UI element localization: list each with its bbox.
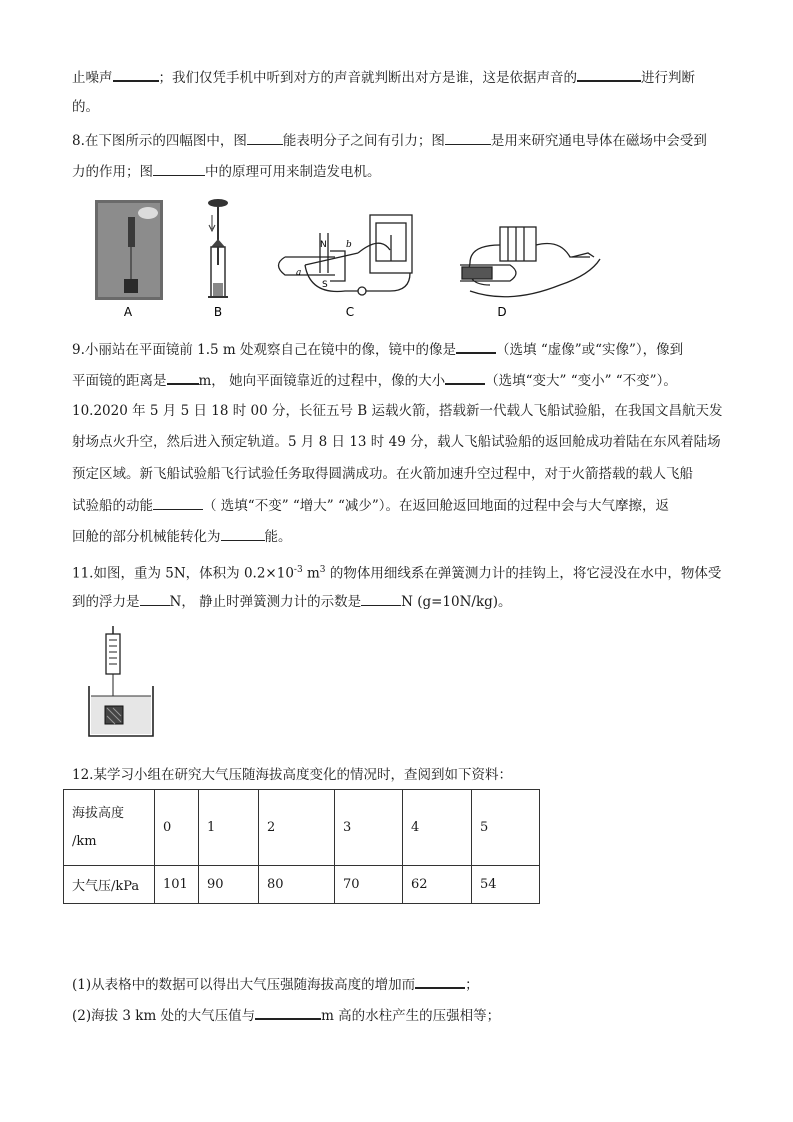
q12-sub1: (1)从表格中的数据可以得出大气压强随海拔高度的增加而 ；: [72, 973, 479, 995]
table-cell: 80: [259, 866, 335, 904]
q8-blank-2[interactable]: [445, 130, 491, 145]
q10-line4: 试验船的动能 （ 选填“不变” “增大” “减少”）。在返回舱返回地面的过程中会与大气摩擦，返: [72, 495, 669, 516]
q11-line1: 11.如图，重为 5N，体积为 $0.2\times 10^{-3}$ $m^3$ 的物体用细线系在弹簧测力计的挂钩上，将它浸没在水中，物体受: [72, 565, 722, 582]
figure-b-tube-icon: [208, 199, 228, 297]
figure-c-letter-a: a: [296, 268, 302, 278]
q7-line2: 的。: [72, 99, 99, 115]
figure-c-letter-b: b: [346, 240, 352, 250]
table-cell: 1: [199, 790, 259, 866]
water-beaker-icon: [89, 686, 153, 736]
table-cell: 2: [259, 790, 335, 866]
q8-figures: [90, 195, 608, 323]
table-header-altitude: 海拔高度 /km: [64, 790, 155, 866]
q8-blank-3[interactable]: [153, 161, 205, 176]
figure-d-battery-circuit-icon: [460, 227, 600, 297]
table-cell: 90: [199, 866, 259, 904]
q10-line1: 10.2020 年 5 月 5 日 18 时 00 分，长征五号 B 运载火箭，搭载新一代载人飞船试验船，在我国文昌航天发: [72, 403, 723, 419]
q10-blank-1[interactable]: [153, 495, 203, 510]
q8-line2: 力的作用；图 中的原理可用来制造发电机。: [72, 161, 381, 182]
table-cell: 70: [335, 866, 403, 904]
q10-line5: 回舱的部分机械能转化为 能。: [72, 526, 292, 547]
table-header-pressure: 大气压/kPa: [64, 866, 155, 904]
table-cell: 3: [335, 790, 403, 866]
q12-intro: 12.某学习小组在研究大气压随海拔高度变化的情况时，查阅到如下资料：: [72, 767, 512, 783]
spring-scale-icon: [106, 626, 120, 706]
q9-blank-3[interactable]: [445, 369, 485, 385]
figure-a-label: A: [123, 305, 133, 319]
table-cell: 0: [155, 790, 199, 866]
q9-line2: 平面镜的距离是 m， 她向平面镜靠近的过程中，像的大小 （选填“变大” “变小” “不变”）。: [72, 369, 677, 391]
q7-line1: 止噪声 ；我们仅凭手机中听到对方的声音就判断出对方是谁，这是依据声音的 进行判断: [72, 66, 695, 88]
q11-spring-scale-figure: [85, 624, 157, 746]
table-row: [64, 790, 540, 866]
figure-d-label: D: [497, 305, 507, 319]
q11-blank-2[interactable]: [361, 591, 401, 606]
figure-c-label: C: [345, 305, 355, 319]
figure-b-label: B: [213, 305, 223, 319]
altitude-pressure-table: [63, 789, 540, 904]
figure-c-magnet-circuit-icon: [279, 215, 413, 295]
q10-blank-2[interactable]: [221, 526, 265, 541]
q7-blank-2[interactable]: [577, 66, 641, 82]
q10-line2: 射场点火升空，然后进入预定轨道。5 月 8 日 13 时 49 分，载人飞船试验船的返回舱成功着陆在东风着陆场: [72, 434, 721, 450]
figure-c-letter-s: S: [322, 280, 328, 290]
table-cell: 62: [403, 866, 472, 904]
figure-c-letter-n: N: [320, 240, 327, 250]
q9-line1: 9.小丽站在平面镜前 1.5 m 处观察自己在镜中的像，镜中的像是 （选填 “虚像”或“实像”），像到: [72, 338, 683, 360]
table-row: [64, 866, 540, 904]
table-cell: 5: [472, 790, 540, 866]
q8-line1: 8.在下图所示的四幅图中，图 能表明分子之间有引力；图 是用来研究通电导体在磁场中会受到: [72, 130, 707, 151]
q12-blank-1[interactable]: [415, 973, 465, 989]
figure-a-lead-cylinders-icon: [95, 200, 163, 300]
q11-blank-1[interactable]: [140, 591, 170, 606]
q9-blank-2[interactable]: [167, 369, 199, 385]
table-cell: 54: [472, 866, 540, 904]
q12-sub2: (2)海拔 3 km 处的大气压值与 m 高的水柱产生的压强相等；: [72, 1004, 500, 1026]
q9-blank-1[interactable]: [456, 338, 496, 354]
table-cell: 4: [403, 790, 472, 866]
q7-blank-1[interactable]: [113, 66, 159, 82]
q10-line3: 预定区域。新飞船试验船飞行试验任务取得圆满成功。在火箭加速升空过程中，对于火箭搭载的载人飞船: [72, 466, 693, 482]
q12-blank-2[interactable]: [255, 1004, 321, 1020]
q8-blank-1[interactable]: [247, 130, 283, 145]
table-cell: 101: [155, 866, 199, 904]
q11-line2: 到的浮力是 N， 静止时弹簧测力计的示数是 N (g=10N/kg)。: [72, 591, 512, 612]
